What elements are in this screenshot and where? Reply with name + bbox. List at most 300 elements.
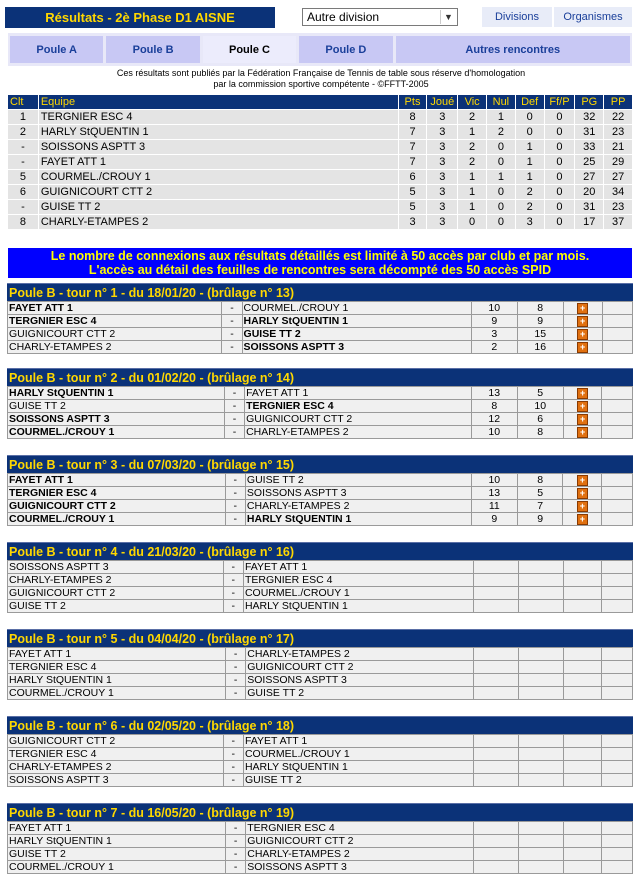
round-header: Poule B - tour n° 1 - du 18/01/20 - (brûlage n° 13) [7,283,633,301]
division-select[interactable] [302,8,458,26]
detail-cell [564,748,602,761]
match-row [8,774,633,787]
empty-cell [602,413,633,426]
standings-cell: 1 [487,110,516,125]
standings-cell: 2 [515,200,544,215]
match-row [8,648,633,661]
team-name: TERGNIER ESC 4 [38,110,398,125]
away-team: GUIGNICOURT CTT 2 [246,835,474,848]
empty-cell [602,487,633,500]
away-score: 8 [517,474,563,487]
plus-detail-icon[interactable]: + [577,316,588,327]
standings-cell: 1 [515,155,544,170]
standings-cell: 1 [515,170,544,185]
warning-line-1: Le nombre de connexions aux résultats détaillés est limité à 50 accès par club et par mois. [50,249,590,263]
standings-cell: 3 [427,125,458,140]
empty-cell [602,761,633,774]
standings-cell: 25 [575,155,604,170]
match-row [8,561,633,574]
match-row [8,302,633,315]
away-score: 5 [517,487,563,500]
vs-separator: - [225,474,245,487]
round-matches-table [7,734,633,787]
standings-cell: 2 [487,125,516,140]
empty-cell [602,848,633,861]
round-header: Poule B - tour n° 4 - du 21/03/20 - (brûlage n° 16) [7,542,633,560]
col-pg: PG [575,95,604,110]
plus-detail-icon[interactable]: + [577,414,588,425]
standings-cell: 0 [515,110,544,125]
match-row [8,315,633,328]
tab-autres-rencontres[interactable]: Autres rencontres [396,36,630,63]
match-row [8,748,633,761]
col-clt: Clt [8,95,39,110]
home-score [474,674,519,687]
home-score [474,774,519,787]
round-block [7,803,633,874]
away-score: 15 [517,328,563,341]
table-row [8,200,633,215]
away-score: 9 [517,513,563,526]
home-score [474,835,519,848]
round-header: Poule B - tour n° 7 - du 16/05/20 - (brûlage n° 19) [7,803,633,821]
standings-cell: 6 [8,185,39,200]
round-matches-table [7,560,633,613]
home-team: COURMEL./CROUY 1 [8,687,226,700]
away-team: TERGNIER ESC 4 [245,400,472,413]
poule-tabs [8,33,632,66]
match-row [8,735,633,748]
division-select-value: Autre division [307,10,380,24]
match-row [8,341,633,354]
notice-line-1: Ces résultats sont publiés par la Fédération Française de Tennis de table sous réserve d'homologation [116,68,526,78]
away-team: TERGNIER ESC 4 [246,822,474,835]
home-score: 11 [471,500,517,513]
standings-cell: 34 [604,185,633,200]
home-team: HARLY StQUENTIN 1 [8,674,226,687]
away-score [519,674,564,687]
table-row [8,110,633,125]
home-team: GUIGNICOURT CTT 2 [8,328,222,341]
standings-cell: 20 [575,185,604,200]
standings-cell: 0 [487,155,516,170]
standings-header-row [8,95,633,110]
empty-cell [602,735,633,748]
table-row [8,125,633,140]
standings-cell: 0 [487,140,516,155]
vs-separator: - [224,426,244,439]
home-score [474,735,519,748]
away-team: TERGNIER ESC 4 [243,574,473,587]
round-block [7,283,633,354]
away-score: 7 [517,500,563,513]
plus-detail-icon[interactable]: + [577,401,588,412]
detail-cell [563,500,602,513]
team-name: CHARLY-ETAMPES 2 [38,215,398,230]
standings-cell: 6 [398,170,427,185]
detail-cell [564,774,602,787]
homologation-notice [0,68,642,90]
plus-detail-icon[interactable]: + [577,303,588,314]
detail-cell [564,822,602,835]
match-row [8,674,633,687]
plus-detail-icon[interactable]: + [577,475,588,486]
standings-cell: 0 [487,185,516,200]
detail-cell [563,400,602,413]
detail-cell [564,861,602,874]
plus-detail-icon[interactable]: + [577,501,588,512]
home-score [474,587,519,600]
vs-separator: - [224,387,244,400]
home-team: FAYET ATT 1 [8,474,226,487]
match-row [8,687,633,700]
home-team: COURMEL./CROUY 1 [8,513,226,526]
standings-cell: 2 [458,110,487,125]
home-score [474,561,519,574]
standings-table [7,94,633,230]
home-team: TERGNIER ESC 4 [8,315,222,328]
empty-cell [602,500,633,513]
standings-cell: 2 [8,125,39,140]
detail-cell [563,315,602,328]
vs-separator: - [225,674,245,687]
vs-separator: - [223,574,243,587]
match-row [8,474,633,487]
round-block [7,629,633,700]
team-name: FAYET ATT 1 [38,155,398,170]
vs-separator: - [225,500,245,513]
table-row [8,185,633,200]
away-score: 8 [517,302,563,315]
team-name: HARLY StQUENTIN 1 [38,125,398,140]
standings-cell: 7 [398,140,427,155]
detail-cell [563,413,602,426]
home-score [474,600,519,613]
standings-cell: 1 [458,170,487,185]
standings-cell: 3 [427,185,458,200]
vs-separator: - [223,748,243,761]
away-team: CHARLY-ETAMPES 2 [246,848,474,861]
standings-cell: 0 [544,155,575,170]
match-row [8,387,633,400]
away-team: GUIGNICOURT CTT 2 [245,413,472,426]
away-score [519,561,564,574]
page-title: Résultats - 2è Phase D1 AISNE [5,7,275,28]
home-team: GUIGNICOURT CTT 2 [8,735,224,748]
detail-cell [564,587,602,600]
empty-cell [602,387,633,400]
tab-poule-a[interactable]: Poule A [10,36,103,63]
detail-cell [563,341,602,354]
standings-cell: 1 [515,140,544,155]
standings-cell: 33 [575,140,604,155]
match-row [8,848,633,861]
away-team: HARLY StQUENTIN 1 [242,315,471,328]
away-score: 10 [517,400,563,413]
away-team: SOISSONS ASPTT 3 [246,861,474,874]
home-score [474,748,519,761]
standings-cell: 31 [575,125,604,140]
home-team: TERGNIER ESC 4 [8,661,226,674]
match-row [8,400,633,413]
home-team: COURMEL./CROUY 1 [8,861,226,874]
tab-poule-b[interactable]: Poule B [106,36,199,63]
tab-poule-d[interactable]: Poule D [299,36,392,63]
detail-cell [563,328,602,341]
away-score [519,748,564,761]
detail-cell [563,474,602,487]
match-row [8,661,633,674]
standings-cell: - [8,140,39,155]
standings-cell: 5 [398,185,427,200]
empty-cell [602,661,633,674]
match-row [8,426,633,439]
col-nul: Nul [487,95,516,110]
away-score: 16 [517,341,563,354]
standings-cell: 2 [458,155,487,170]
col-pp: PP [604,95,633,110]
home-score [474,861,519,874]
table-row [8,140,633,155]
home-score: 12 [471,413,517,426]
standings-cell: 0 [515,125,544,140]
col-equipe: Equipe [38,95,398,110]
away-score [519,648,564,661]
away-score: 6 [517,413,563,426]
away-score: 8 [517,426,563,439]
home-team: HARLY StQUENTIN 1 [8,835,226,848]
round-header: Poule B - tour n° 3 - du 07/03/20 - (brûlage n° 15) [7,455,633,473]
detail-cell [563,426,602,439]
plus-detail-icon[interactable]: + [577,427,588,438]
standings-cell: 22 [604,110,633,125]
round-matches-table [7,821,633,874]
away-score [519,661,564,674]
away-score [519,574,564,587]
standings-cell: 3 [427,170,458,185]
vs-separator: - [225,661,245,674]
round-matches-table [7,386,633,439]
away-score [519,587,564,600]
home-score [474,822,519,835]
round-block [7,716,633,787]
detail-cell [564,835,602,848]
match-row [8,861,633,874]
home-team: CHARLY-ETAMPES 2 [8,761,224,774]
home-team: SOISSONS ASPTT 3 [8,774,224,787]
standings-cell: - [8,155,39,170]
standings-cell: 1 [458,125,487,140]
match-row [8,513,633,526]
team-name: GUIGNICOURT CTT 2 [38,185,398,200]
vs-separator: - [225,848,245,861]
table-row [8,155,633,170]
vs-separator: - [223,761,243,774]
match-row [8,587,633,600]
home-team: TERGNIER ESC 4 [8,748,224,761]
home-score: 10 [471,302,517,315]
vs-separator: - [222,341,242,354]
standings-cell: 37 [604,215,633,230]
standings-cell: - [8,200,39,215]
detail-cell [564,687,602,700]
empty-cell [602,315,633,328]
vs-separator: - [224,413,244,426]
detail-cell [564,674,602,687]
standings-cell: 0 [544,200,575,215]
away-score: 5 [517,387,563,400]
chevron-down-icon[interactable]: ▼ [440,10,456,24]
away-score [519,735,564,748]
plus-detail-icon[interactable]: + [577,329,588,340]
empty-cell [602,587,633,600]
match-row [8,487,633,500]
home-team: GUIGNICOURT CTT 2 [8,500,226,513]
vs-separator: - [225,835,245,848]
home-team: GUISE TT 2 [8,400,225,413]
vs-separator: - [223,774,243,787]
home-team: GUISE TT 2 [8,848,226,861]
match-row [8,500,633,513]
standings-cell: 3 [398,215,427,230]
vs-separator: - [225,513,245,526]
detail-cell [563,302,602,315]
away-team: CHARLY-ETAMPES 2 [246,648,474,661]
match-row [8,835,633,848]
detail-cell [564,848,602,861]
detail-cell [564,735,602,748]
match-row [8,413,633,426]
standings-cell: 2 [458,140,487,155]
detail-cell [563,387,602,400]
vs-separator: - [223,561,243,574]
detail-cell [563,487,602,500]
standings-cell: 0 [544,140,575,155]
empty-cell [602,861,633,874]
empty-cell [602,648,633,661]
round-block [7,455,633,526]
empty-cell [602,513,633,526]
standings-cell: 23 [604,125,633,140]
standings-cell: 21 [604,140,633,155]
home-score [474,661,519,674]
away-team: SOISSONS ASPTT 3 [245,487,471,500]
round-header: Poule B - tour n° 6 - du 02/05/20 - (brûlage n° 18) [7,716,633,734]
top-links [481,6,633,28]
plus-detail-icon[interactable]: + [577,488,588,499]
home-score: 9 [471,513,517,526]
away-team: FAYET ATT 1 [243,735,473,748]
match-row [8,574,633,587]
vs-separator: - [222,328,242,341]
away-team: FAYET ATT 1 [245,387,472,400]
empty-cell [602,426,633,439]
tab-poule-c[interactable]: Poule C [203,36,296,63]
vs-separator: - [222,302,242,315]
standings-cell: 5 [398,200,427,215]
home-team: COURMEL./CROUY 1 [8,426,225,439]
organismes-link[interactable]: Organismes [553,6,633,28]
empty-cell [602,574,633,587]
col-joue: Joué [427,95,458,110]
standings-cell: 0 [544,170,575,185]
vs-separator: - [225,687,245,700]
away-team: HARLY StQUENTIN 1 [243,761,473,774]
home-score: 3 [471,328,517,341]
standings-cell: 2 [515,185,544,200]
empty-cell [602,474,633,487]
home-score [474,761,519,774]
empty-cell [602,822,633,835]
away-score [519,848,564,861]
detail-cell [563,513,602,526]
divisions-link[interactable]: Divisions [481,6,553,28]
away-team: GUISE TT 2 [243,774,473,787]
standings-cell: 17 [575,215,604,230]
empty-cell [602,835,633,848]
table-row [8,170,633,185]
col-pts: Pts [398,95,427,110]
home-score [474,574,519,587]
home-score: 10 [471,474,517,487]
empty-cell [602,341,633,354]
away-team: CHARLY-ETAMPES 2 [245,426,472,439]
home-score: 13 [471,387,517,400]
vs-separator: - [225,861,245,874]
standings-cell: 27 [604,170,633,185]
standings-cell: 8 [398,110,427,125]
home-score [474,648,519,661]
away-score [519,835,564,848]
standings-cell: 7 [398,155,427,170]
standings-cell: 8 [8,215,39,230]
away-score [519,822,564,835]
standings-cell: 0 [544,125,575,140]
away-team: GUISE TT 2 [245,474,471,487]
plus-detail-icon[interactable]: + [577,388,588,399]
round-matches-table [7,301,633,354]
home-team: HARLY StQUENTIN 1 [8,387,225,400]
plus-detail-icon[interactable]: + [577,342,588,353]
away-score [519,861,564,874]
round-matches-table [7,473,633,526]
plus-detail-icon[interactable]: + [577,514,588,525]
standings-cell: 3 [515,215,544,230]
home-score: 9 [471,315,517,328]
away-team: COURMEL./CROUY 1 [242,302,471,315]
home-team: CHARLY-ETAMPES 2 [8,341,222,354]
home-team: GUIGNICOURT CTT 2 [8,587,224,600]
standings-cell: 0 [544,185,575,200]
standings-cell: 23 [604,200,633,215]
standings-cell: 3 [427,215,458,230]
standings-cell: 27 [575,170,604,185]
home-score: 2 [471,341,517,354]
round-header: Poule B - tour n° 2 - du 01/02/20 - (brûlage n° 14) [7,368,633,386]
home-score [474,687,519,700]
home-team: CHARLY-ETAMPES 2 [8,574,224,587]
notice-line-2: par la commission sportive compétente - ©FFTT-2005 [213,79,429,89]
standings-cell: 5 [8,170,39,185]
warning-line-2: L'accès au détail des feuilles de rencontres sera décompté des 50 accès SPID [88,263,552,277]
empty-cell [602,600,633,613]
standings-cell: 3 [427,110,458,125]
round-matches-table [7,647,633,700]
away-score [519,687,564,700]
match-row [8,761,633,774]
team-name: COURMEL./CROUY 1 [38,170,398,185]
standings-cell: 1 [458,185,487,200]
